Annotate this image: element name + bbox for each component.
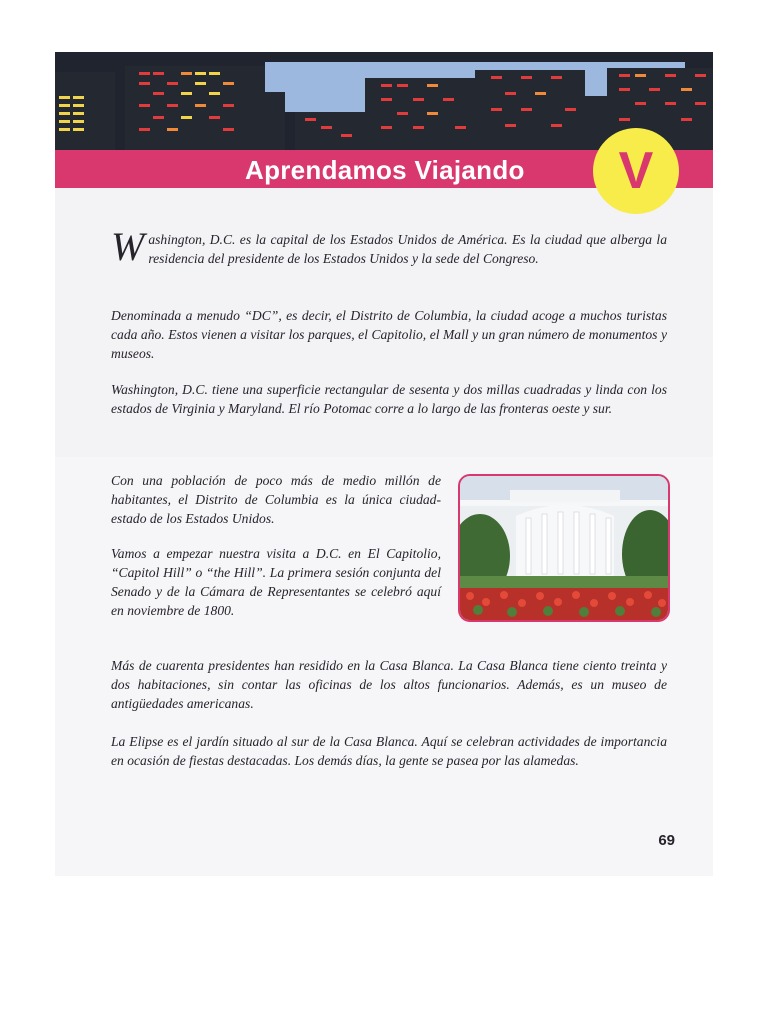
window-light: [681, 118, 692, 121]
window-light: [535, 92, 546, 95]
window-light: [491, 108, 502, 111]
page-title: Aprendamos Viajando: [245, 155, 525, 185]
building: [475, 70, 585, 152]
page-number: 69: [658, 832, 675, 849]
window-light: [73, 96, 84, 99]
window-light: [619, 88, 630, 91]
window-light: [505, 92, 516, 95]
window-light: [551, 76, 562, 79]
paragraph-area: Washington, D.C. tiene una superficie rectangular de sesenta y dos millas cuadradas y linda con los estados de Virginia y Maryland. El río Potomac corre a lo largo de las fronteras oeste y sur.: [111, 382, 667, 416]
window-light: [427, 84, 438, 87]
column: [558, 512, 563, 574]
window-light: [381, 98, 392, 101]
window-light: [153, 116, 164, 119]
column: [606, 518, 611, 574]
window-light: [619, 74, 630, 77]
window-light: [167, 82, 178, 85]
window-light: [619, 118, 630, 121]
window-light: [139, 82, 150, 85]
window-light: [397, 84, 408, 87]
window-light: [139, 128, 150, 131]
window-light: [209, 116, 220, 119]
column: [526, 518, 531, 574]
flower-bed: [460, 588, 668, 620]
column: [542, 514, 547, 574]
window-light: [73, 104, 84, 107]
window-light: [491, 76, 502, 79]
window-light: [195, 104, 206, 107]
window-light: [59, 120, 70, 123]
window-light: [195, 82, 206, 85]
window-light: [551, 124, 562, 127]
window-light: [381, 84, 392, 87]
window-light: [59, 96, 70, 99]
window-light: [635, 74, 646, 77]
window-light: [665, 102, 676, 105]
window-light: [139, 72, 150, 75]
window-light: [695, 102, 706, 105]
window-light: [455, 126, 466, 129]
window-light: [665, 74, 676, 77]
window-light: [341, 134, 352, 137]
paragraph-white-house: Más de cuarenta presidentes han residido en la Casa Blanca. La Casa Blanca tiene ciento treinta y dos habitaciones, sin contar las oficinas de los altos funcionarios. Además, es un museo de antigüedades americanas.: [111, 658, 667, 711]
window-light: [427, 112, 438, 115]
portico-roof: [510, 490, 620, 502]
window-light: [167, 104, 178, 107]
window-light: [521, 108, 532, 111]
window-light: [181, 92, 192, 95]
paragraph-intro-text: ashington, D.C. es la capital de los Estados Unidos de América. Es la ciudad que alberga la residencia del presidente de los Estados Unidos y la sede del Congreso.: [148, 232, 667, 266]
window-light: [209, 72, 220, 75]
window-light: [305, 118, 316, 121]
white-house-photo: [458, 474, 670, 622]
hedge: [460, 576, 668, 590]
window-light: [139, 104, 150, 107]
window-light: [649, 88, 660, 91]
window-light: [153, 92, 164, 95]
window-light: [181, 116, 192, 119]
drop-cap: W: [111, 224, 145, 269]
window-light: [73, 112, 84, 115]
book-page: [55, 52, 713, 876]
window-light: [195, 72, 206, 75]
window-light: [521, 76, 532, 79]
window-light: [381, 126, 392, 129]
window-light: [59, 112, 70, 115]
window-light: [73, 128, 84, 131]
paragraph-ellipse: La Elipse es el jardín situado al sur de la Casa Blanca. Aquí se celebran actividades de importancia en ocasión de fiestas destacadas. Los demás días, la gente se pasea por las alamedas.: [111, 734, 667, 768]
window-light: [209, 92, 220, 95]
window-light: [59, 104, 70, 107]
paragraph-intro: [111, 224, 667, 269]
paragraph-population: Con una población de poco más de medio millón de habitantes, el Distrito de Columbia es la única ciudad-estado de los Estados Unidos.: [111, 473, 441, 526]
building: [255, 92, 285, 152]
window-light: [565, 108, 576, 111]
badge-letter: V: [618, 142, 654, 200]
paragraph-dc: Denominada a menudo “DC”, es decir, el Distrito de Columbia, la ciudad acoge a muchos turistas cada año. Estos vienen a visitar los parques, el Capitolio, el Mall y un gran número de monumentos y museos.: [111, 308, 667, 361]
column: [574, 512, 579, 574]
window-light: [321, 126, 332, 129]
window-light: [223, 104, 234, 107]
building: [125, 66, 265, 152]
building: [365, 78, 475, 152]
window-light: [223, 82, 234, 85]
window-light: [681, 88, 692, 91]
white-house-illustration: [460, 476, 668, 620]
window-light: [397, 112, 408, 115]
window-light: [413, 126, 424, 129]
window-light: [167, 128, 178, 131]
window-light: [443, 98, 454, 101]
window-light: [695, 74, 706, 77]
window-light: [73, 120, 84, 123]
window-light: [223, 128, 234, 131]
column: [590, 514, 595, 574]
section-badge: [593, 128, 679, 214]
window-light: [635, 102, 646, 105]
window-light: [505, 124, 516, 127]
window-light: [59, 128, 70, 131]
window-light: [181, 72, 192, 75]
window-light: [413, 98, 424, 101]
window-light: [153, 72, 164, 75]
paragraph-capitol: Vamos a empezar nuestra visita a D.C. en El Capitolio, “Capitol Hill” o “the Hill”. La primera sesión conjunta del Senado y de la Cámara de Representantes se celebró aquí en noviembre de 1800.: [111, 546, 441, 618]
